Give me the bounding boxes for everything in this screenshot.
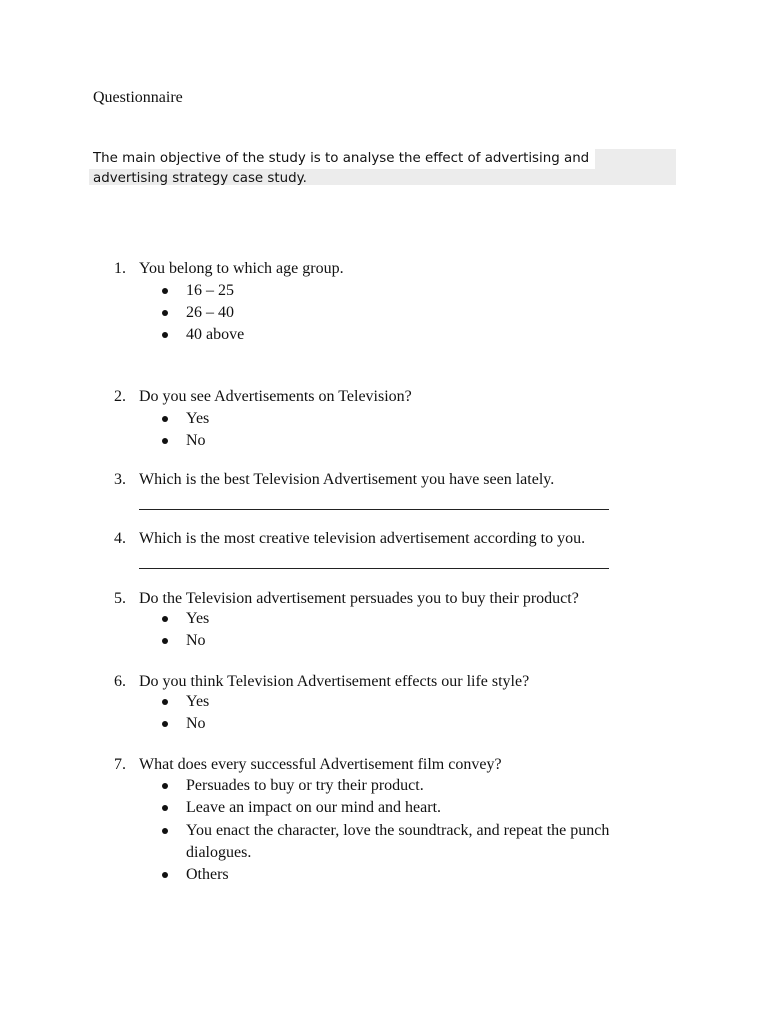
bullet-icon [162, 783, 168, 789]
document-title: Questionnaire [93, 89, 183, 106]
bullet-icon [162, 310, 168, 316]
option-label: No [186, 632, 206, 649]
option-label: Yes [186, 610, 210, 627]
question-text: You belong to which age group. [139, 260, 344, 277]
question-number: 5. [114, 590, 126, 607]
option-label: 16 – 25 [186, 282, 234, 299]
option-label: Yes [186, 410, 210, 427]
question-text: Do you see Advertisements on Television? [139, 388, 412, 405]
objective-line-1: The main objective of the study is to analyse the effect of advertising and [89, 149, 595, 169]
bullet-icon [162, 616, 168, 622]
option-item[interactable] [0, 608, 768, 630]
bullet-icon [162, 699, 168, 705]
bullet-icon [162, 638, 168, 644]
bullet-icon [162, 828, 168, 834]
bullet-icon [162, 332, 168, 338]
bullet-icon [162, 872, 168, 878]
option-label: No [186, 715, 206, 732]
option-item[interactable] [0, 775, 768, 797]
bullet-icon [162, 721, 168, 727]
option-item[interactable] [0, 820, 768, 864]
option-item[interactable] [0, 302, 768, 324]
objective-line-2: advertising strategy case study. [93, 171, 307, 186]
question-number: 2. [114, 388, 126, 405]
option-item[interactable] [0, 408, 768, 430]
question-text: Which is the best Television Advertisement you have seen lately. [139, 471, 555, 488]
option-item[interactable] [0, 280, 768, 302]
question-text: What does every successful Advertisement film convey? [139, 756, 502, 773]
answer-line[interactable] [139, 509, 609, 510]
bullet-icon [162, 416, 168, 422]
option-label: No [186, 432, 206, 449]
question-number: 4. [114, 530, 126, 547]
option-item[interactable] [0, 324, 768, 346]
option-item[interactable] [0, 691, 768, 713]
option-item[interactable] [0, 713, 768, 735]
question-number: 3. [114, 471, 126, 488]
option-label: You enact the character, love the soundtrack, and repeat the punch dialogues. [186, 822, 610, 861]
question-number: 6. [114, 673, 126, 690]
bullet-icon [162, 288, 168, 294]
question-number: 7. [114, 756, 126, 773]
option-item[interactable] [0, 797, 768, 819]
option-label: Leave an impact on our mind and heart. [186, 799, 442, 816]
question-text: Do you think Television Advertisement effects our life style? [139, 673, 530, 690]
option-label: Others [186, 866, 229, 883]
option-item[interactable] [0, 864, 768, 886]
option-label: Yes [186, 693, 210, 710]
question-text: Do the Television advertisement persuades you to buy their product? [139, 590, 579, 607]
option-label: Persuades to buy or try their product. [186, 777, 424, 794]
option-item[interactable] [0, 430, 768, 452]
question-number: 1. [114, 260, 126, 277]
question-text: Which is the most creative television advertisement according to you. [139, 530, 586, 547]
answer-line[interactable] [139, 568, 609, 569]
bullet-icon [162, 805, 168, 811]
option-label: 40 above [186, 326, 245, 343]
option-label: 26 – 40 [186, 304, 234, 321]
bullet-icon [162, 438, 168, 444]
objective-box [89, 149, 676, 185]
option-item[interactable] [0, 630, 768, 652]
